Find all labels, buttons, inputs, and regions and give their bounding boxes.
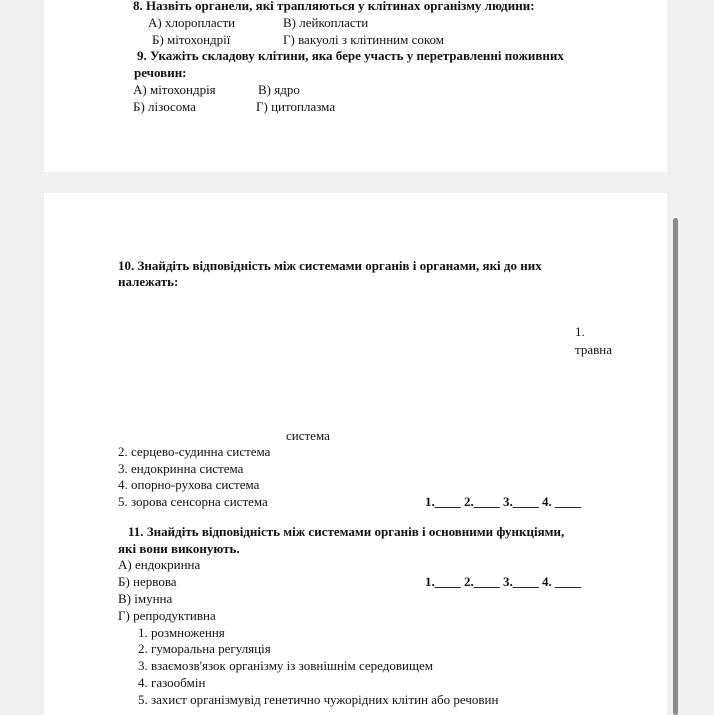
q11-function-4: 4. газообмін (138, 675, 206, 690)
q11-function-2: 2. гуморальна регуляція (138, 641, 271, 656)
q9-option-d: Г) цитоплазма (256, 99, 336, 114)
q11-function-1: 1. розмноження (138, 625, 225, 640)
q8-option-d: Г) вакуолі з клітинним соком (283, 32, 445, 47)
q8-option-a: А) хлоропласти (148, 15, 236, 30)
question-11-title-line1: 11. Знайдіть відповідність між системами органів і основними функціями, (128, 524, 565, 539)
q10-item-3: 3. ендокринна система (118, 461, 244, 476)
q9-option-c: В) ядро (258, 82, 300, 97)
question-10-title-line1: 10. Знайдіть відповідність між системами органів і органами, які до них (118, 258, 542, 273)
q11-function-3: 3. взаємозв'язок організму із зовнішнім середовищем (138, 658, 434, 673)
scrollbar-thumb[interactable] (673, 218, 678, 715)
q11-option-d: Г) репродуктивна (118, 608, 216, 623)
question-10-title-line2: належать: (118, 274, 179, 289)
q9-option-a: А) мітохондрія (133, 82, 216, 97)
q10-item-4: 4. опорно-рухова система (118, 477, 260, 492)
q11-option-b: Б) нервова (118, 574, 177, 589)
q8-option-b: Б) мітохондрії (152, 32, 231, 47)
q11-option-a: А) ендокринна (118, 557, 201, 572)
q10-item1-number: 1. (575, 324, 585, 339)
question-8-title: 8. Назвіть органели, які трапляються у клітинах організму людини: (133, 0, 535, 13)
q9-option-b: Б) лізосома (133, 99, 196, 114)
q11-function-5: 5. захист організмувід генетично чужорідних клітин або речовин (138, 692, 499, 707)
q11-option-c: В) імунна (118, 591, 173, 606)
question-9-title-line1: 9. Укажіть складову клітини, яка бере участь у перетравленні поживних (137, 48, 564, 63)
question-11-title-line2: які вони виконують. (118, 541, 240, 556)
q8-option-c: В) лейкопласти (283, 15, 369, 30)
q10-item-2: 2. серцево-судинна система (118, 444, 271, 459)
q11-answer-blanks: 1.____ 2.____ 3.____ 4. ____ (425, 574, 581, 589)
q10-item1-word: травна (575, 342, 612, 357)
q10-answer-blanks: 1.____ 2.____ 3.____ 4. ____ (425, 494, 581, 509)
question-9-title-line2: речовин: (134, 65, 187, 80)
q10-item1-continuation: система (286, 428, 330, 443)
q10-item-5: 5. зорова сенсорна система (118, 494, 268, 509)
